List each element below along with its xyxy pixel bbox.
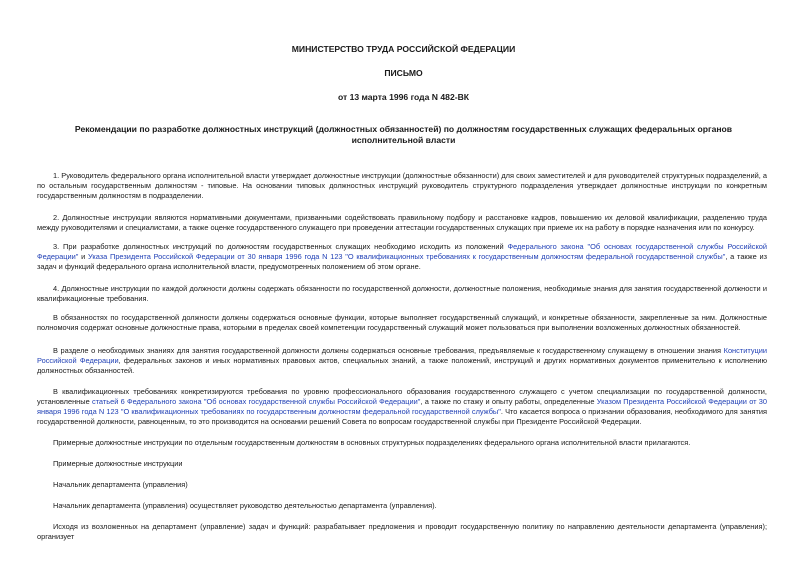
paragraph-11: Начальник департамента (управления) осуществляет руководство деятельностью департамента (управления). — [53, 501, 437, 510]
paragraph-5: В обязанностях по государственной должности должны содержаться основные функции, которые выполняет государственный служащий, и конкретные обязанности, закрепленные за ним. Должностные полномочия содержат основные должностные права, которыми в пределах своей компетенции государственный служащий может пользоваться при выполнении возложенных должностных обязанностей. — [37, 313, 767, 332]
paragraph-2: 2. Должностные инструкции являются нормативными документами, призванными содействовать правильному подбору и расстановке кадров, повышению их деловой квалификации, разделению труда между руководителями и специалистами, а также оценке государственного служащего при проведении аттестации государственных служащих при приеме их на работу в порядке назначения или по конкурсу. — [37, 213, 767, 232]
paragraph-6-text-b: , федеральных законов и иных нормативных правовых актов, специальных знаний, а также положений, инструкций и других нормативных документов применительно к исполнению должностных обязанностей. — [37, 356, 767, 375]
document-title-line-1: Рекомендации по разработке должностных инструкций (должностных обязанностей) по должностям государственных служащих федеральных органов — [74, 124, 733, 134]
link-article-6-federal-law[interactable]: статьей 6 Федерального закона "Об основах государственной службы Российской Федерации" — [91, 397, 421, 406]
ministry-heading: МИНИСТЕРСТВО ТРУДА РОССИЙСКОЙ ФЕДЕРАЦИИ — [291, 44, 516, 54]
paragraph-3 — [37, 242, 767, 272]
paragraph-3-text-b: и — [78, 252, 88, 261]
paragraph-7 — [37, 387, 767, 427]
paragraph-7-text-c: . Что касается вопроса о признании образования, необходимого для занятия государственной должности, равноценным, то это производится на основании решений Совета по вопросам государственной службы при Президенте Российской Федерации. — [37, 407, 767, 426]
link-constitution[interactable]: Конституции Российской Федерации — [37, 346, 767, 365]
paragraph-4: 4. Должностные инструкции по каждой должности должны содержать обязанности по государственной должности, должностные положения, необходимые знания для занятия государственной должности и квалификационные требования. — [37, 284, 767, 303]
paragraph-8: Примерные должностные инструкции по отдельным государственным должностям в основных структурных подразделениях федерального органа исполнительной власти прилагаются. — [53, 438, 691, 447]
paragraph-12: Исходя из возложенных на департамент (управление) задач и функций: разрабатывает предложения и проводит государственную политику по направлению деятельности департамента (управления); организует — [37, 522, 767, 541]
paragraph-10: Начальник департамента (управления) — [53, 480, 188, 489]
document-title-line-2: исполнительной власти — [351, 135, 456, 145]
doc-type-heading: ПИСЬМО — [384, 68, 423, 78]
link-presidential-decree-123[interactable]: Указа Президента Российской Федерации от 30 января 1996 года N 123 "О квалификационных требованиях к государственным должностям федеральной государственной службы" — [87, 252, 726, 261]
date-number-heading: от 13 марта 1996 года N 482-ВК — [337, 92, 470, 102]
link-decree-123-qualifications[interactable]: Указом Президента Российской Федерации от 30 января 1996 года N 123 "О квалификационных требованиях по государственным должностям федеральной государственной службы" — [37, 397, 768, 416]
paragraph-9: Примерные должностные инструкции — [53, 459, 183, 468]
paragraph-7-text-a: В квалификационных требованиях конкретизируются требования по уровню профессионального образования государственного служащего с учетом специализации по государственной должности, установленные — [37, 387, 767, 406]
link-federal-law-civil-service[interactable]: Федерального закона "Об основах государственной службы Российской Федерации" — [37, 242, 767, 261]
paragraph-7-text-b: , а также по стажу и опыту работы, определенные — [420, 397, 597, 406]
paragraph-1: 1. Руководитель федерального органа исполнительной власти утверждает должностные инструкции (должностные обязанности) для своих заместителей и для руководителей структурных подразделений, а по остальным государственным должностям - типовые. На основании типовых должностных инструкций руководитель структурного подразделения утверждает должностные инструкции по конкретным государственным должностям в подразделении. — [37, 171, 767, 200]
paragraph-6 — [37, 346, 767, 376]
paragraph-3-text-c: , а также из задач и функций федерального органа исполнительной власти, предусмотренных положением об этом органе. — [37, 252, 767, 271]
paragraph-3-text-a: 3. При разработке должностных инструкций по должностям государственных служащих необходимо исходить из положений — [53, 242, 508, 251]
paragraph-6-text-a: В разделе о необходимых знаниях для занятия государственной должности должны содержаться основные требования, предъявляемые к государственному служащему в отношении знания — [53, 346, 724, 355]
